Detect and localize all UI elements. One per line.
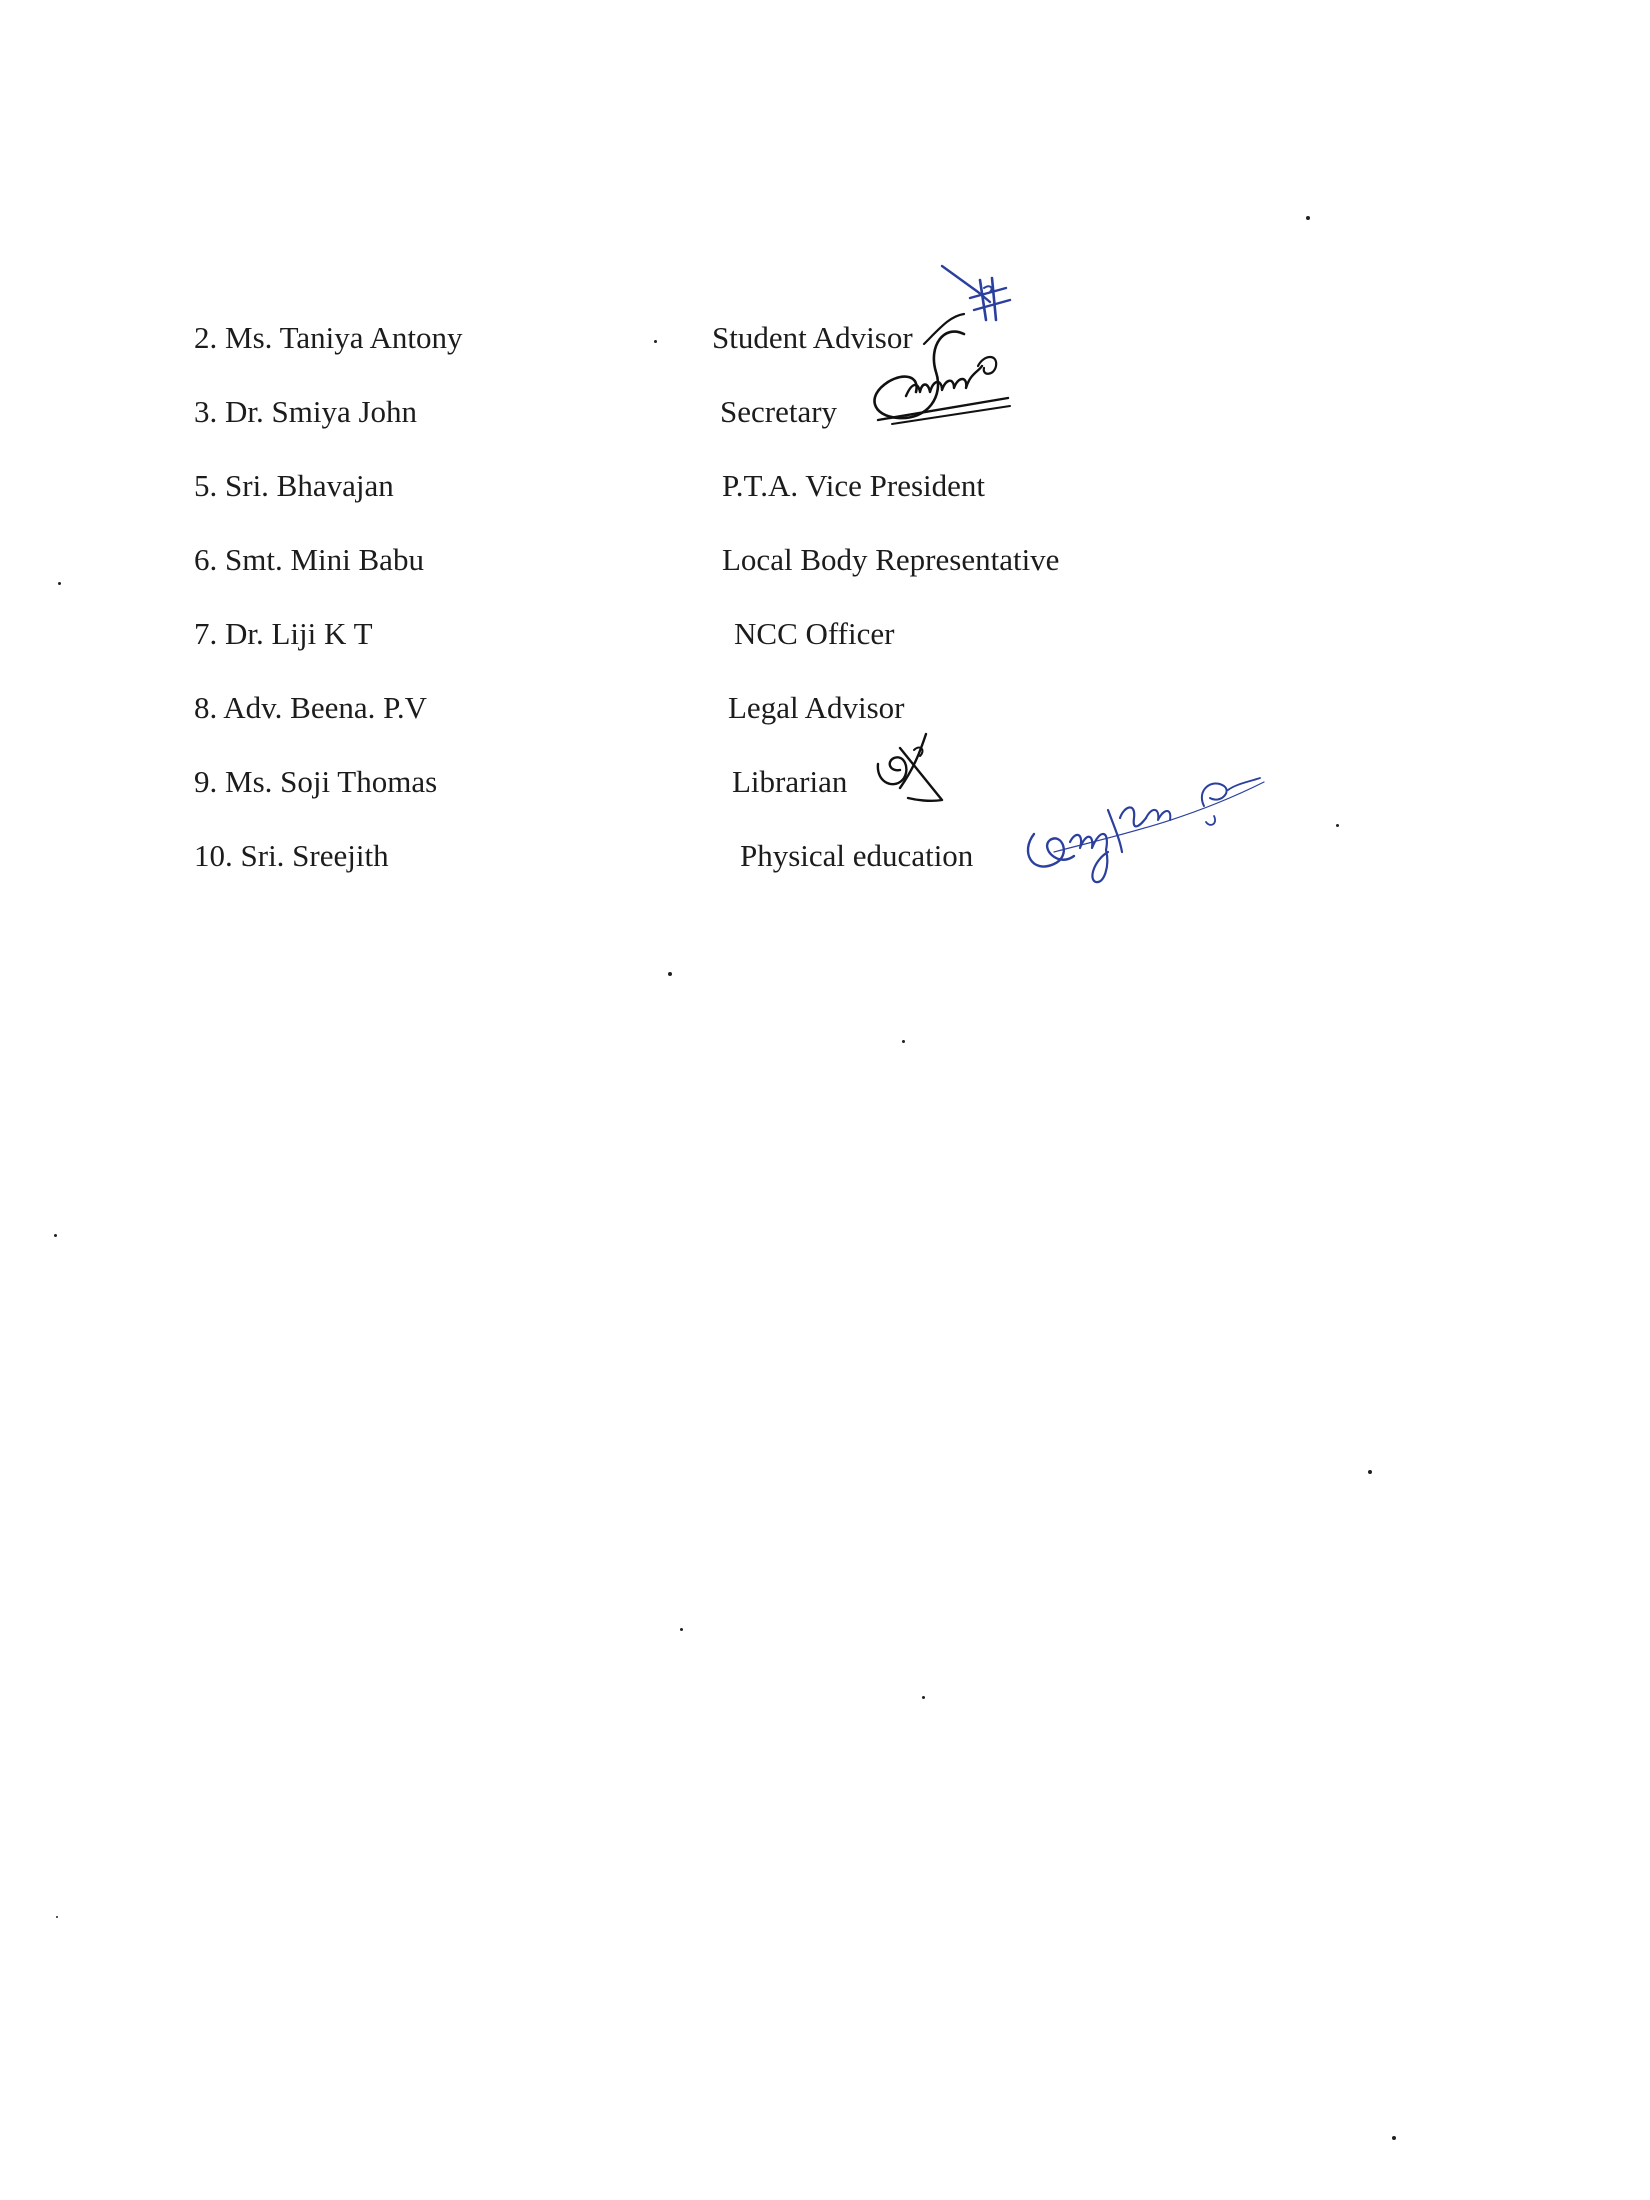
member-role: NCC Officer (734, 616, 895, 651)
member-row (0, 318, 1650, 378)
scan-speck (56, 1916, 58, 1918)
member-role: Secretary (720, 394, 838, 429)
member-row (0, 466, 1650, 526)
member-name: 10. Sri. Sreejith (194, 838, 389, 873)
scan-speck (654, 340, 657, 343)
member-role: Librarian (732, 764, 848, 799)
member-name: 8. Adv. Beena. P.V (194, 690, 428, 725)
member-name: 7. Dr. Liji K T (194, 616, 373, 651)
scan-speck (1392, 2136, 1396, 2140)
signature-secretary (858, 326, 1018, 436)
member-role: P.T.A. Vice President (722, 468, 986, 503)
member-row (0, 688, 1650, 748)
signature-physical-education (1014, 756, 1274, 896)
member-role: Local Body Representative (722, 542, 1060, 577)
member-row (0, 614, 1650, 674)
scan-speck (902, 1040, 905, 1043)
scan-speck (1336, 824, 1339, 827)
scan-speck (58, 582, 61, 585)
member-role: Student Advisor (712, 320, 913, 355)
scan-speck (1306, 216, 1310, 220)
member-row (0, 836, 1650, 896)
member-row (0, 392, 1650, 452)
scan-speck (668, 972, 672, 976)
member-name: 9. Ms. Soji Thomas (194, 764, 438, 799)
scan-speck (1368, 1470, 1372, 1474)
member-row (0, 762, 1650, 822)
member-name: 5. Sri. Bhavajan (194, 468, 394, 503)
signature-librarian (870, 728, 950, 808)
scan-speck (54, 1234, 57, 1237)
member-name: 3. Dr. Smiya John (194, 394, 418, 429)
member-name: 2. Ms. Taniya Antony (194, 320, 463, 355)
member-row (0, 540, 1650, 600)
member-name: 6. Smt. Mini Babu (194, 542, 424, 577)
member-role: Legal Advisor (728, 690, 905, 725)
scan-speck (922, 1696, 925, 1699)
scan-speck (680, 1628, 683, 1631)
member-role: Physical education (740, 838, 974, 873)
